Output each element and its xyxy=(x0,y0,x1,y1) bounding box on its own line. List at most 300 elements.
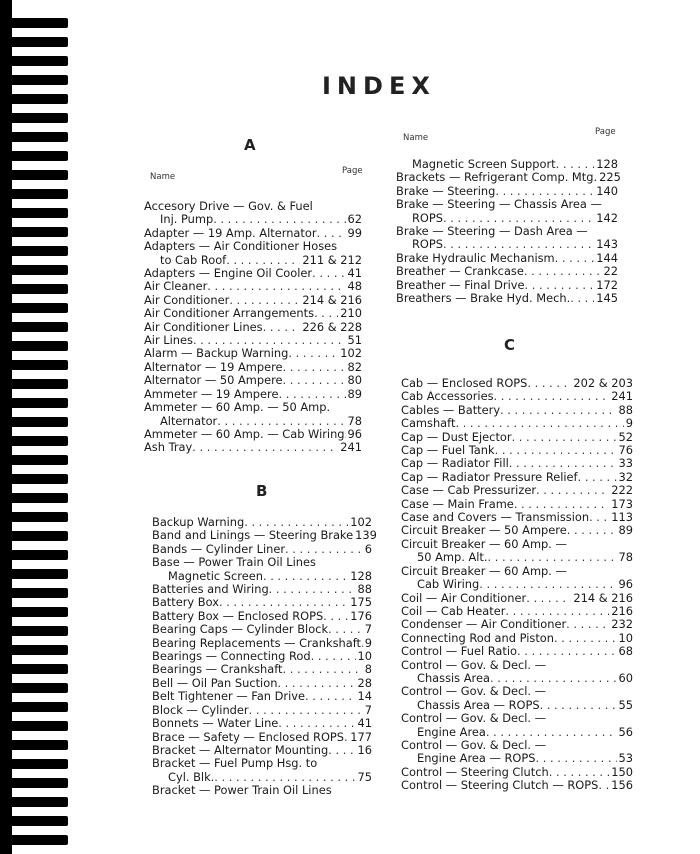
entry-name: Adapters — Engine Oil Cooler xyxy=(144,266,313,281)
leader-dots xyxy=(311,650,356,663)
entry-page-number: 22 xyxy=(603,264,618,279)
entry-page-number: 113 xyxy=(611,510,633,525)
page-header-right: Page xyxy=(595,127,616,137)
entry-name: Breathers — Brake Hyd. Mech. xyxy=(396,291,571,306)
entry-name: Control — Fuel Ratio xyxy=(401,644,517,659)
entry-name: Control — Gov. & Decl. — xyxy=(401,711,547,726)
entry-page-number: 82 xyxy=(347,359,362,374)
entry-page-number xyxy=(631,538,633,551)
section-b-continued-list xyxy=(396,157,621,306)
leader-dots xyxy=(540,699,617,712)
entry-name: Bearings — Connecting Rod xyxy=(152,649,311,664)
leader-dots xyxy=(317,757,370,770)
entry-name: Cap — Radiator Pressure Relief xyxy=(401,469,578,484)
entry-name: ROPS xyxy=(412,210,443,225)
index-entry xyxy=(401,471,633,484)
binding-coil xyxy=(10,360,68,370)
binding-coil xyxy=(10,740,68,750)
binding-coil xyxy=(10,569,68,579)
leader-dots xyxy=(278,388,345,401)
entry-page-number: 9 xyxy=(625,416,633,431)
entry-name: Battery Box — Enclosed ROPS xyxy=(152,608,324,623)
binding-coil xyxy=(10,56,68,66)
entry-page-number: 216 xyxy=(611,603,633,618)
entry-name: Backup Warning xyxy=(152,515,245,529)
index-entry xyxy=(401,511,633,524)
index-entry xyxy=(144,200,362,213)
entry-name: Cab Wiring xyxy=(417,577,480,592)
entry-page-number: 176 xyxy=(350,608,372,623)
entry-page-number: 76 xyxy=(618,443,633,458)
index-entry xyxy=(144,334,362,347)
leader-dots xyxy=(588,225,616,238)
index-page xyxy=(70,0,690,854)
binding-coil xyxy=(10,379,68,389)
leader-dots xyxy=(490,672,617,685)
index-entry xyxy=(401,431,633,444)
entry-page-number: 53 xyxy=(618,751,633,766)
binding-coil xyxy=(10,531,68,541)
leader-dots xyxy=(337,240,360,253)
entry-page-number: 52 xyxy=(618,429,633,444)
entry-name: Block — Cylinder xyxy=(152,702,249,717)
binding-coil xyxy=(10,474,68,484)
entry-name: Ash Tray xyxy=(144,440,193,455)
entry-name: Cap — Radiator Fill xyxy=(401,456,509,471)
entry-name: Coil — Cab Heater xyxy=(401,603,506,618)
leader-dots xyxy=(495,185,594,198)
leader-dots xyxy=(219,596,348,609)
binding-coil xyxy=(10,778,68,788)
entry-page-number xyxy=(360,401,362,414)
index-entry xyxy=(401,685,633,698)
entry-page-number xyxy=(631,685,633,698)
leader-dots xyxy=(570,292,594,305)
leader-dots xyxy=(330,401,360,414)
entry-name: Cap — Dust Ejector xyxy=(401,429,512,444)
entry-page-number: 68 xyxy=(618,644,633,659)
page-title: INDEX xyxy=(322,72,436,100)
leader-dots xyxy=(509,457,617,470)
index-entry xyxy=(401,592,633,605)
entry-page-number: 241 xyxy=(611,389,633,404)
entry-page-number: 88 xyxy=(357,582,372,597)
index-entry xyxy=(401,699,633,712)
index-entry xyxy=(401,645,633,658)
index-entry xyxy=(401,779,633,792)
index-entry xyxy=(144,321,362,334)
binding-coil xyxy=(10,37,68,47)
leader-dots xyxy=(536,484,609,497)
entry-name: Case — Main Frame xyxy=(401,496,514,511)
entry-page-number: 128 xyxy=(350,568,372,583)
leader-dots xyxy=(524,265,602,278)
index-entry xyxy=(152,771,372,784)
binding-coil xyxy=(10,284,68,294)
section-c-list xyxy=(401,377,633,793)
leader-dots xyxy=(193,334,346,347)
entry-name: Case — Cab Pressurizer xyxy=(401,483,537,498)
leader-dots xyxy=(455,417,623,430)
index-entry xyxy=(401,739,633,752)
index-entry xyxy=(144,347,362,360)
page-header-left: Page xyxy=(342,166,363,176)
entry-page-number: 60 xyxy=(618,670,633,685)
entry-page-number: 241 xyxy=(340,440,362,455)
entry-name: Belt Tightener — Fan Drive xyxy=(152,689,306,704)
leader-dots xyxy=(283,374,346,387)
binding-coil xyxy=(10,170,68,180)
entry-name: Adapter — 19 Amp. Alternator xyxy=(144,225,317,240)
leader-dots xyxy=(567,565,631,578)
section-b-list xyxy=(152,515,377,798)
entry-name: Control — Steering Clutch — ROPS xyxy=(401,778,599,793)
entry-name: Brace — Safety — Enclosed ROPS xyxy=(152,729,345,744)
entry-page-number xyxy=(370,757,372,770)
entry-page-number xyxy=(616,198,618,211)
binding-coil xyxy=(10,797,68,807)
leader-dots xyxy=(314,307,338,320)
index-entry xyxy=(144,388,362,401)
leader-dots xyxy=(512,431,617,444)
leader-dots xyxy=(500,404,616,417)
leader-dots xyxy=(514,498,609,511)
section-a-list xyxy=(144,200,362,455)
entry-page-number: 33 xyxy=(618,456,633,471)
leader-dots xyxy=(283,663,363,676)
entry-page-number: 214 & 216 xyxy=(573,590,633,605)
index-entry xyxy=(396,279,618,292)
entry-page-number: 140 xyxy=(596,183,618,198)
index-entry xyxy=(396,212,618,225)
leader-dots xyxy=(278,717,355,730)
entry-name: Brake — Steering — Dash Area — xyxy=(396,224,588,239)
leader-dots xyxy=(527,377,571,390)
leader-dots xyxy=(288,347,338,360)
binding-coil xyxy=(10,626,68,636)
entry-name: Breather — Crankcase xyxy=(396,264,524,279)
binding-coil xyxy=(10,702,68,712)
entry-page-number: 55 xyxy=(618,697,633,712)
entry-page-number: 78 xyxy=(347,413,362,428)
entry-name: Alternator — 19 Ampere xyxy=(144,359,283,374)
index-entry xyxy=(401,578,633,591)
index-entry xyxy=(396,170,621,185)
entry-name: Alternator xyxy=(160,413,218,428)
entry-name: Cab Accessories xyxy=(401,389,494,404)
entry-name: Cap — Fuel Tank xyxy=(401,443,495,458)
entry-page-number xyxy=(370,556,372,569)
binding-coil xyxy=(10,493,68,503)
index-entry xyxy=(152,516,372,529)
entry-page-number: 102 xyxy=(350,515,372,529)
entry-page-number: 145 xyxy=(596,291,618,306)
entry-page-number: 6 xyxy=(364,541,372,556)
binding-coil xyxy=(10,417,68,427)
entry-page-number: 32 xyxy=(618,469,633,484)
leader-dots xyxy=(566,618,609,631)
index-entry xyxy=(401,417,633,430)
entry-page-number: 214 & 216 xyxy=(302,292,362,307)
entry-page-number: 78 xyxy=(618,550,633,565)
entry-name: Accesory Drive — Gov. & Fuel xyxy=(144,199,313,213)
leader-dots xyxy=(578,471,617,484)
index-entry xyxy=(152,663,372,676)
index-entry xyxy=(401,632,633,645)
entry-name: Air Lines xyxy=(144,333,193,348)
index-entry xyxy=(144,428,362,441)
entry-name: Ammeter — 60 Amp. — Cab Wiring xyxy=(144,426,345,441)
entry-name: Air Conditioner xyxy=(144,292,230,307)
entry-name: Air Conditioner Arrangements xyxy=(144,306,315,321)
entry-name: Circuit Breaker — 60 Amp. — xyxy=(401,536,567,551)
leader-dots xyxy=(323,610,348,623)
leader-dots xyxy=(546,685,631,698)
leader-dots xyxy=(269,583,356,596)
index-entry xyxy=(152,690,372,703)
entry-name: Brackets — Refrigerant Comp. Mtg. xyxy=(396,170,598,185)
binding-coil xyxy=(10,113,68,123)
entry-page-number: 232 xyxy=(611,617,633,632)
binding-coil xyxy=(10,322,68,332)
binding-coil xyxy=(10,246,68,256)
entry-name: ROPS xyxy=(412,237,443,252)
binding-coil xyxy=(10,588,68,598)
entry-page-number: 89 xyxy=(347,386,362,401)
entry-page-number: 88 xyxy=(618,402,633,417)
leader-dots xyxy=(214,771,355,784)
binding-coil xyxy=(10,398,68,408)
entry-page-number: 128 xyxy=(596,157,618,171)
binding-coil xyxy=(10,94,68,104)
entry-page-number: 156 xyxy=(611,778,633,793)
leader-dots xyxy=(488,551,617,564)
binding-coil xyxy=(10,816,68,826)
entry-name: Ammeter — 60 Amp. — 50 Amp. xyxy=(144,400,331,415)
entry-page-number: 99 xyxy=(347,225,362,240)
entry-name: Control — Gov. & Decl. — xyxy=(401,684,547,699)
entry-name: Bracket — Power Train Oil Lines xyxy=(152,783,332,798)
binding-coil xyxy=(10,664,68,674)
index-entry xyxy=(152,704,372,717)
binding-coil xyxy=(10,265,68,275)
entry-name: Base — Power Train Oil Lines xyxy=(152,555,316,570)
leader-dots xyxy=(244,516,348,529)
index-entry xyxy=(401,377,633,390)
entry-name: Inj. Pump xyxy=(160,212,214,227)
index-entry xyxy=(144,361,362,374)
entry-page-number: 210 xyxy=(340,306,362,321)
entry-name: Air Conditioner Lines xyxy=(144,319,263,334)
binding-coil xyxy=(10,436,68,446)
index-entry xyxy=(152,731,372,744)
leader-dots xyxy=(546,739,631,752)
entry-name: Adapters — Air Conditioner Hoses xyxy=(144,239,338,254)
leader-dots xyxy=(602,198,616,211)
index-entry xyxy=(401,551,633,564)
entry-page-number: 56 xyxy=(618,724,633,739)
entry-name: Cab — Enclosed ROPS xyxy=(401,376,528,390)
index-entry xyxy=(152,583,372,596)
entry-page-number: 150 xyxy=(611,764,633,779)
leader-dots xyxy=(328,623,363,636)
entry-name: Engine Area — ROPS xyxy=(417,751,536,766)
leader-dots xyxy=(263,570,348,583)
index-entry xyxy=(152,610,372,623)
entry-name: Battery Box xyxy=(152,595,219,610)
leader-dots xyxy=(313,200,360,213)
binding-coil xyxy=(10,227,68,237)
entry-name: Magnetic Screen Support xyxy=(412,157,556,171)
entry-page-number: 16 xyxy=(357,742,372,757)
entry-page-number: 7 xyxy=(364,702,372,717)
entry-page-number xyxy=(631,739,633,752)
entry-page-number: 225 xyxy=(599,170,621,185)
index-entry xyxy=(396,225,618,238)
leader-dots xyxy=(549,766,610,779)
entry-page-number: 102 xyxy=(340,346,362,361)
leader-dots xyxy=(567,538,631,551)
entry-page-number: 80 xyxy=(347,373,362,388)
entry-page-number xyxy=(360,240,362,253)
leader-dots xyxy=(546,659,631,672)
index-entry xyxy=(401,712,633,725)
entry-name: Bands — Cylinder Liner xyxy=(152,541,286,556)
leader-dots xyxy=(505,605,609,618)
binding-coil xyxy=(10,303,68,313)
leader-dots xyxy=(305,690,355,703)
binding-coil xyxy=(10,550,68,560)
index-entry xyxy=(152,556,372,569)
section-letter-c: C xyxy=(504,336,516,354)
entry-name: Ammeter — 19 Ampere xyxy=(144,386,279,401)
index-entry xyxy=(396,252,618,265)
leader-dots xyxy=(598,779,609,792)
index-entry xyxy=(401,404,633,417)
entry-page-number: 7 xyxy=(364,622,372,637)
entry-name: Band and Linings — Steering Brake xyxy=(152,528,354,543)
index-entry xyxy=(152,543,372,556)
entry-page-number: 96 xyxy=(618,577,633,592)
leader-dots xyxy=(494,390,610,403)
index-entry xyxy=(144,374,362,387)
entry-page-number: 177 xyxy=(350,729,372,744)
index-entry xyxy=(401,498,633,511)
entry-name: Magnetic Screen xyxy=(168,568,263,583)
index-entry xyxy=(152,744,372,757)
entry-page-number xyxy=(631,565,633,578)
entry-name: Camshaft xyxy=(401,416,456,431)
entry-name: Circuit Breaker — 50 Ampere xyxy=(401,523,567,538)
leader-dots xyxy=(285,543,363,556)
index-entry xyxy=(401,672,633,685)
index-entry xyxy=(401,524,633,537)
entry-name: Cyl. Blk. xyxy=(168,769,215,784)
binding-coil xyxy=(10,607,68,617)
binding-coil xyxy=(10,208,68,218)
leader-dots xyxy=(249,704,363,717)
entry-page-number: 75 xyxy=(357,769,372,784)
index-entry xyxy=(152,596,372,609)
index-entry xyxy=(144,213,362,226)
index-entry xyxy=(396,158,618,171)
leader-dots xyxy=(479,578,616,591)
binding-coil xyxy=(10,341,68,351)
index-entry xyxy=(144,227,362,240)
entry-name: Breather — Final Drive xyxy=(396,277,525,292)
entry-page-number: 48 xyxy=(347,279,362,294)
entry-name: Bearing Replacements — Crankshaft xyxy=(152,635,361,650)
index-entry xyxy=(152,717,372,730)
index-entry xyxy=(401,484,633,497)
entry-page-number: 142 xyxy=(596,210,618,225)
index-entry xyxy=(144,267,362,280)
leader-dots xyxy=(546,712,631,725)
entry-name: Bearings — Crankshaft xyxy=(152,662,283,677)
entry-page-number: 41 xyxy=(347,266,362,281)
index-entry xyxy=(401,444,633,457)
index-entry xyxy=(401,538,633,551)
entry-page-number: 10 xyxy=(357,649,372,664)
leader-dots xyxy=(213,213,345,226)
entry-name: Connecting Rod and Piston xyxy=(401,630,554,645)
entry-page-number: 175 xyxy=(350,595,372,610)
entry-name: Control — Gov. & Decl. — xyxy=(401,657,547,672)
entry-name: Alarm — Backup Warning xyxy=(144,346,289,361)
section-letter-a: A xyxy=(244,136,256,154)
entry-page-number xyxy=(616,225,618,238)
entry-page-number xyxy=(631,712,633,725)
index-entry xyxy=(396,185,618,198)
entry-name: Batteries and Wiring xyxy=(152,582,269,597)
binding-coil xyxy=(10,18,68,28)
index-entry xyxy=(144,294,362,307)
entry-page-number: 211 & 212 xyxy=(302,252,362,267)
index-entry xyxy=(396,292,618,305)
binding-coil xyxy=(10,132,68,142)
entry-name: Condenser — Air Conditioner xyxy=(401,617,567,632)
index-entry xyxy=(401,565,633,578)
entry-page-number xyxy=(631,659,633,672)
leader-dots xyxy=(556,158,595,171)
leader-dots xyxy=(526,592,571,605)
name-header-right: Name xyxy=(403,133,429,143)
binding-coil xyxy=(10,455,68,465)
index-entry xyxy=(396,238,618,251)
name-header-left: Name xyxy=(150,172,176,182)
entry-page-number: 9 xyxy=(364,635,372,650)
index-entry xyxy=(144,240,362,253)
index-entry xyxy=(152,784,372,797)
index-entry xyxy=(152,528,377,543)
entry-name: Brake Hydraulic Mechanism xyxy=(396,250,555,265)
entry-name: Bearing Caps — Cylinder Block xyxy=(152,622,329,637)
leader-dots xyxy=(517,645,617,658)
index-entry xyxy=(144,441,362,454)
entry-name: Circuit Breaker — 60 Amp. — xyxy=(401,563,567,578)
entry-name: Engine Area xyxy=(417,724,486,739)
leader-dots xyxy=(226,254,300,267)
index-entry xyxy=(401,752,633,765)
leader-dots xyxy=(495,444,617,457)
entry-name: 50 Amp. Alt. xyxy=(417,550,488,565)
binding-coil xyxy=(10,759,68,769)
entry-page-number: 226 & 228 xyxy=(302,319,362,334)
entry-name: Cables — Battery xyxy=(401,402,501,417)
entry-page-number: 14 xyxy=(357,689,372,704)
leader-dots xyxy=(217,415,345,428)
index-entry xyxy=(401,390,633,403)
